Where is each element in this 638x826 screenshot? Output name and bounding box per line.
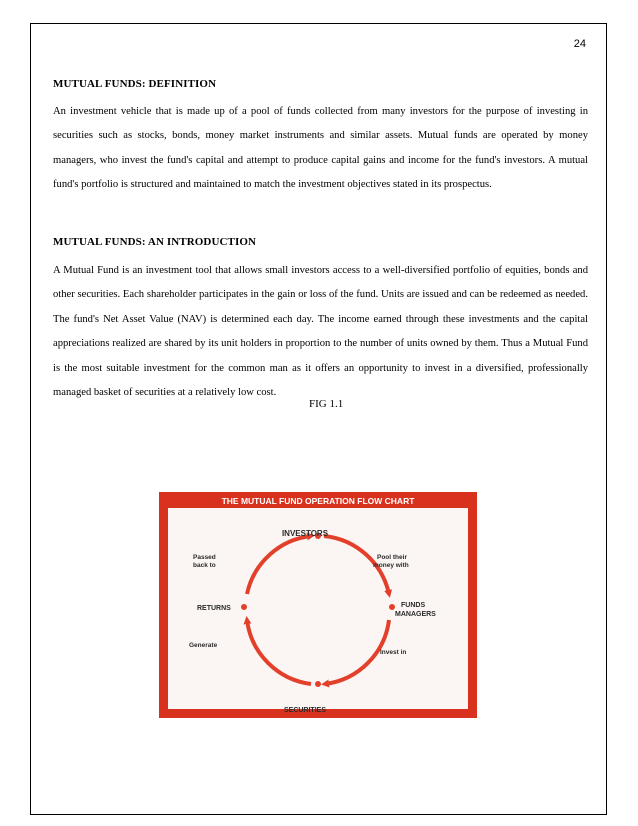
invest-label: Invest in [380, 649, 407, 656]
flow-chart-svg [159, 492, 477, 718]
funds-label-line2: MANAGERS [395, 611, 436, 618]
section-heading-definition: MUTUAL FUNDS: DEFINITION [53, 78, 217, 90]
securities-node-dot [315, 681, 321, 687]
pool-label-line1: Pool their [377, 554, 407, 561]
returns-label: RETURNS [197, 605, 231, 612]
page-number: 24 [573, 38, 586, 50]
introduction-paragraph: A Mutual Fund is an investment tool that allows small investors access to a well-diversified portfolio of equities, bonds and other securities. Each shareholder participates in the gain or loss of the fund. Units are issued and can be redeemed as needed. The fund's Net Asset Value (NAV) is determined each day. The income earned through these investments and the capital appreciations realized are shared by its unit holders in proportion to the number of units owned by them. Thus a Mutual Fund is the most suitable investment for the common man as it offers an opportunity to invest in a diversified, professionally managed basket of securities at a relatively low cost. [53, 265, 588, 399]
flow-chart-title: THE MUTUAL FUND OPERATION FLOW CHART [221, 496, 415, 506]
funds-label-line1: FUNDS [401, 602, 426, 609]
pool-label-line2: money with [373, 562, 409, 569]
passed-label-line2: back to [193, 562, 216, 569]
investors-label: INVESTORS [281, 529, 329, 538]
figure-caption: FIG 1.1 [309, 398, 344, 410]
funds-node-dot [389, 604, 395, 610]
returns-node-dot [241, 604, 247, 610]
securities-label: SECURITIES [283, 707, 327, 714]
generate-label: Generate [189, 642, 218, 649]
section-heading-introduction: MUTUAL FUNDS: AN INTRODUCTION [53, 236, 257, 248]
passed-label-line1: Passed [193, 554, 216, 561]
definition-paragraph: An investment vehicle that is made up of a pool of funds collected from many investors for the purpose of investing in securities such as stocks, bonds, money market instruments and similar assets. Mutual funds are operated by money managers, who invest the fund's capital and attempt to produce capital gains and income for the fund's investors. A mutual fund's portfolio is structured and maintained to match the investment objectives stated in its prospectus. [53, 106, 588, 191]
flow-chart-figure [159, 492, 477, 718]
